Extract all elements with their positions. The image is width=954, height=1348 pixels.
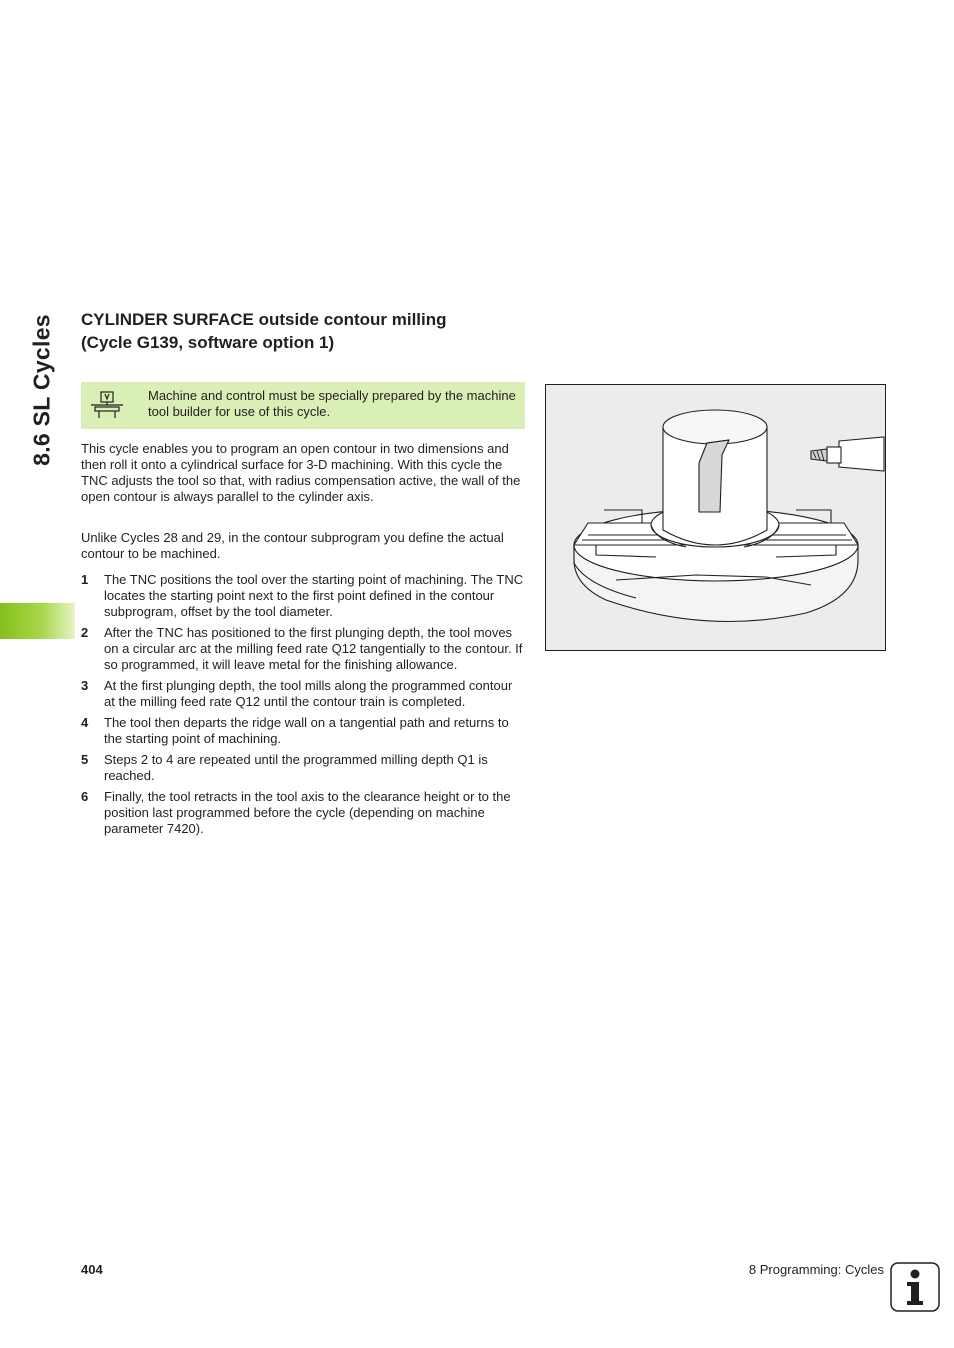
intro-paragraph: This cycle enables you to program an open contour in two dimensions and then roll it onto a cylindrical surface for 3-D machining. With this cycle the TNC adjusts the tool so that, with radius compensation active, the wall of the open contour is always parallel to the cylinder axis.	[81, 441, 521, 504]
step-item	[81, 789, 525, 837]
heading-line-2: (Cycle G139, software option 1)	[81, 333, 335, 352]
step-number: 3	[81, 678, 89, 693]
heading-line-1: CYLINDER SURFACE outside contour milling	[81, 310, 447, 329]
cylinder-milling-figure	[545, 384, 886, 651]
step-item	[81, 625, 525, 673]
step-item	[81, 572, 525, 620]
step-number: 5	[81, 752, 89, 767]
contour-paragraph: Unlike Cycles 28 and 29, in the contour subprogram you define the actual contour to be machined.	[81, 530, 504, 561]
machine-icon	[90, 390, 124, 420]
step-text: At the first plunging depth, the tool mills along the programmed contour at the milling feed rate Q12 until the contour train is completed.	[104, 678, 513, 709]
step-text: Steps 2 to 4 are repeated until the programmed milling depth Q1 is reached.	[104, 752, 488, 783]
step-text: Finally, the tool retracts in the tool axis to the clearance height or to the position last programmed before the cycle (depending on machine parameter 7420).	[104, 789, 511, 836]
step-number: 1	[81, 572, 89, 587]
step-number: 2	[81, 625, 89, 640]
step-number: 6	[81, 789, 89, 804]
step-text: After the TNC has positioned to the first plunging depth, the tool moves on a circular arc at the milling feed rate Q12 tangentially to the contour. If so programmed, it will leave metal for the finishing allowance.	[104, 625, 523, 672]
page-number: 404	[81, 1262, 103, 1277]
info-icon	[890, 1262, 940, 1312]
section-heading	[81, 308, 531, 354]
section-title-text: 8.6 SL Cycles	[28, 314, 55, 466]
step-number: 4	[81, 715, 89, 730]
note-text: Machine and control must be specially prepared by the machine tool builder for use of this cycle.	[148, 388, 516, 419]
step-text: The tool then departs the ridge wall on a tangential path and returns to the starting point of machining.	[104, 715, 509, 746]
step-item	[81, 715, 525, 747]
section-tab-marker	[0, 603, 75, 639]
steps-list	[81, 572, 525, 842]
chapter-title: 8 Programming: Cycles	[748, 1262, 884, 1277]
step-text: The TNC positions the tool over the starting point of machining. The TNC locates the starting point next to the first point defined in the contour subprogram, offset by the tool diameter.	[104, 572, 524, 619]
machine-note-box	[81, 382, 525, 429]
step-item	[81, 752, 525, 784]
step-item	[81, 678, 525, 710]
section-side-title	[14, 290, 74, 490]
cylinder-on-rotary-table-illustration	[546, 385, 885, 650]
